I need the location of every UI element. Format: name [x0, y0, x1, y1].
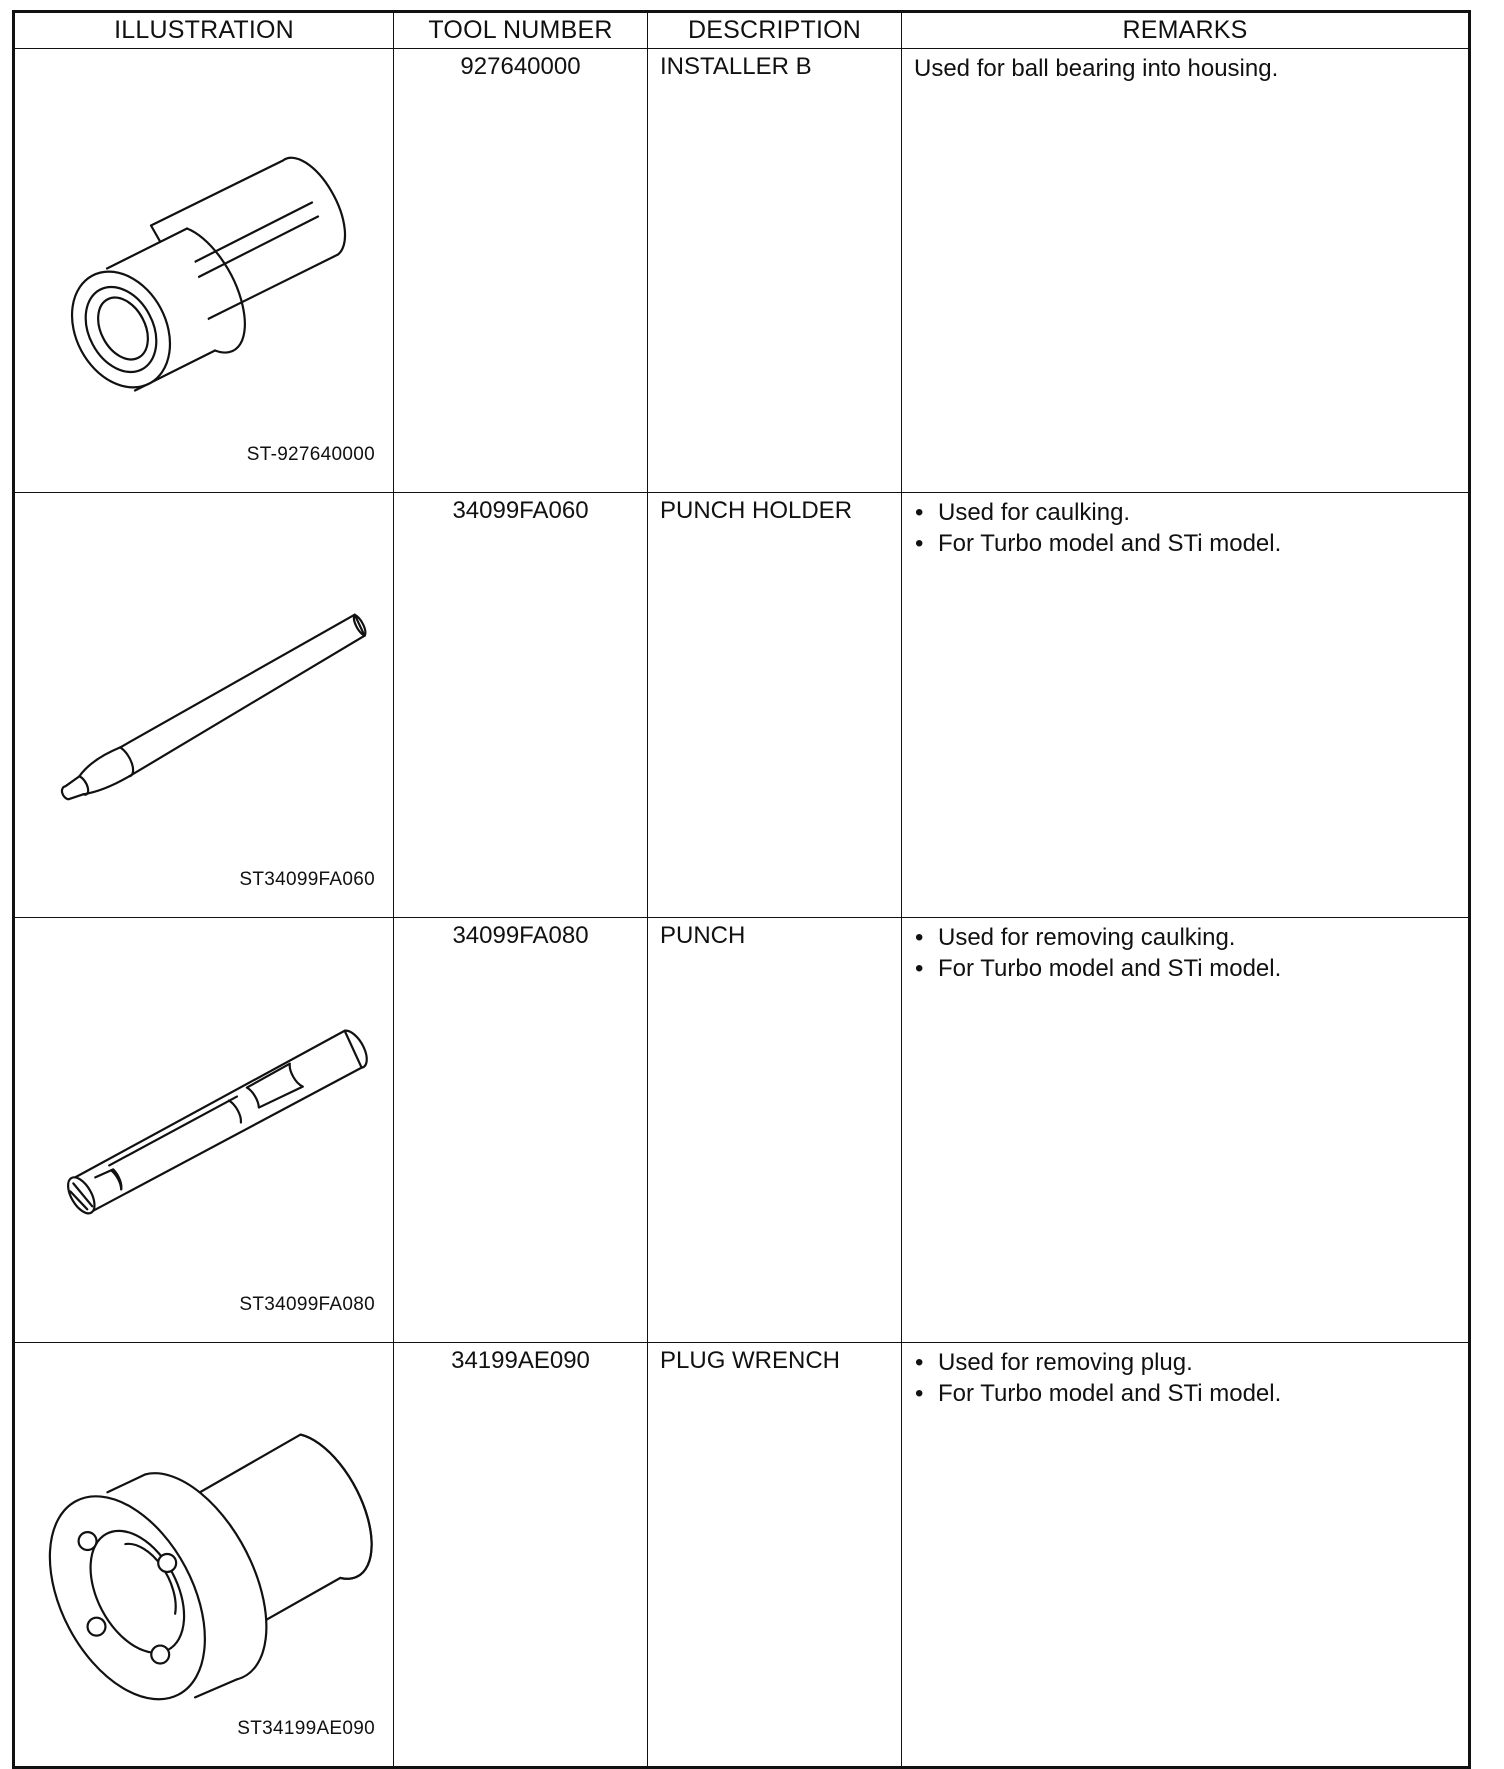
remarks-list [914, 1347, 1468, 1409]
remarks-list [914, 922, 1468, 984]
description-cell: PUNCH [648, 918, 902, 1343]
remarks-cell [902, 49, 1470, 493]
description-cell: INSTALLER B [648, 49, 902, 493]
tool-number-cell: 34099FA080 [394, 918, 648, 1343]
special-tools-table [12, 10, 1471, 1769]
header-row [14, 12, 1470, 49]
table-row [14, 918, 1470, 1343]
remarks-cell [902, 493, 1470, 918]
remark-item: • For Turbo model and STi model. [914, 953, 1468, 984]
remarks-cell [902, 918, 1470, 1343]
illustration-cell [14, 49, 394, 493]
punch-holder-tool-icon [15, 493, 395, 917]
remark-item: • Used for caulking. [914, 497, 1468, 528]
illustration-cell [14, 918, 394, 1343]
illustration-caption: ST34099FA080 [239, 1294, 375, 1315]
illustration-caption: ST34199AE090 [237, 1718, 375, 1739]
header-tool-number: TOOL NUMBER [394, 12, 648, 49]
remark-item: • For Turbo model and STi model. [914, 1378, 1468, 1409]
description-cell: PUNCH HOLDER [648, 493, 902, 918]
remarks-list [914, 497, 1468, 559]
illustration-cell [14, 1343, 394, 1768]
illustration-caption: ST-927640000 [246, 444, 375, 465]
header-description: DESCRIPTION [648, 12, 902, 49]
remark-text: Used for ball bearing into housing. [914, 55, 1279, 82]
plug-wrench-tool-icon [15, 1343, 395, 1766]
remark-item: • For Turbo model and STi model. [914, 528, 1468, 559]
tool-number-cell: 34199AE090 [394, 1343, 648, 1768]
illustration-cell [14, 493, 394, 918]
installer-tool-icon [15, 49, 395, 492]
remarks-cell [902, 1343, 1470, 1768]
table-row [14, 493, 1470, 918]
description-cell: PLUG WRENCH [648, 1343, 902, 1768]
table-row [14, 1343, 1470, 1768]
tool-number-cell: 34099FA060 [394, 493, 648, 918]
remark-item: • Used for removing plug. [914, 1347, 1468, 1378]
remark-item: • Used for removing caulking. [914, 922, 1468, 953]
illustration-caption: ST34099FA060 [239, 869, 375, 890]
header-remarks: REMARKS [902, 12, 1470, 49]
punch-tool-icon [15, 918, 395, 1342]
header-illustration: ILLUSTRATION [14, 12, 394, 49]
tool-number-cell: 927640000 [394, 49, 648, 493]
table-row [14, 49, 1470, 493]
